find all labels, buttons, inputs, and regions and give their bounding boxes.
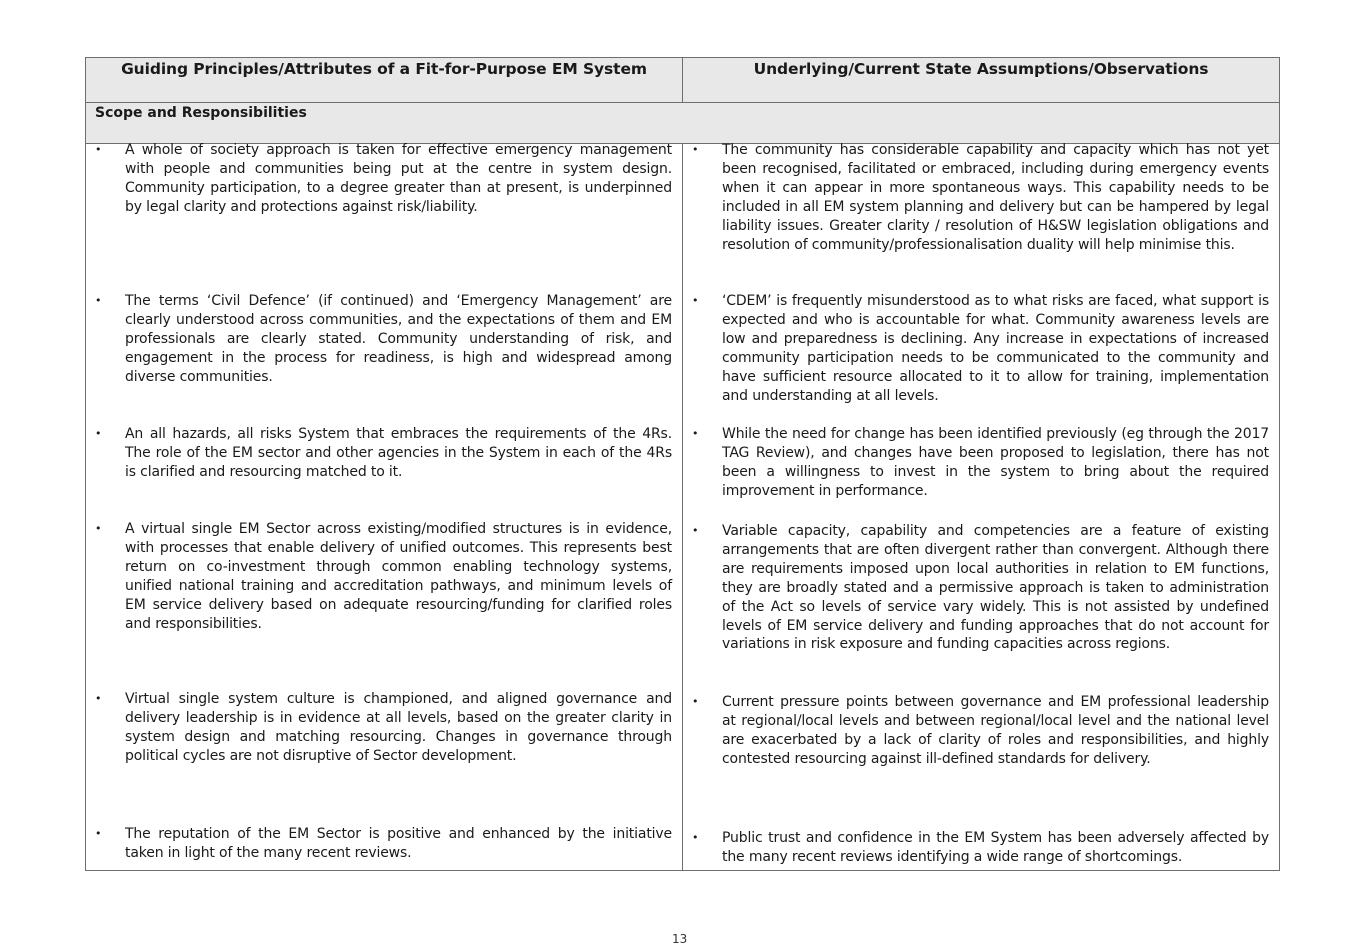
bullet-icon: • (95, 143, 102, 156)
left-bullet-text: Virtual single system culture is championed, and aligned governance and delivery leadership is in evidence at all levels, based on the greater clarity in system design and matching resourcing. Changes in governance through political cycles are not disruptive of Sector development. (125, 691, 672, 764)
bullet-icon: • (692, 831, 699, 844)
right-bullet-text: ‘CDEM’ is frequently misunderstood as to what risks are faced, what support is expected and who is accountable for what. Community awareness levels are low and preparedness is declining. Any increase in expectations of increased community participation needs to be communicated to the community and have sufficient resource allocated to it to allow for training, implementation and understanding at all levels. (722, 293, 1269, 404)
right-bullet-1 (692, 141, 1269, 254)
header-left: Guiding Principles/Attributes of a Fit-for-Purpose EM System (86, 58, 683, 103)
bullet-icon: • (95, 692, 102, 705)
left-bullet-5 (95, 690, 672, 766)
bullet-icon: • (692, 427, 699, 440)
left-bullet-text: A virtual single EM Sector across existing/modified structures is in evidence, with processes that enable delivery of unified outcomes. This represents best return on co-investment through common enabling technology systems, unified national training and accreditation pathways, and minimum levels of EM service delivery based on adequate resourcing/funding for clarified roles and responsibilities. (125, 521, 672, 632)
bullet-icon: • (692, 524, 699, 537)
right-bullet-text: While the need for change has been identified previously (eg through the 2017 TAG Review), and changes have been proposed to legislation, there has not been a willingness to invest in the system to bring about the required improvement in performance. (722, 426, 1269, 499)
left-bullet-text: The reputation of the EM Sector is positive and enhanced by the initiative taken in light of the many recent reviews. (125, 826, 672, 861)
bullet-icon: • (692, 143, 699, 156)
right-bullet-text: The community has considerable capability and capacity which has not yet been recognised, facilitated or embraced, including during emergency events when it can appear in more spontaneous ways. This capability needs to be included in all EM system planning and delivery but can be hampered by legal liability issues. Greater clarity / resolution of H&SW legislation obligations and resolution of community/professionalisation duality will help minimise this. (722, 142, 1269, 253)
bullet-icon: • (95, 427, 102, 440)
bullet-icon: • (692, 695, 699, 708)
right-bullet-6 (692, 829, 1269, 867)
left-bullet-2 (95, 292, 672, 387)
header-right: Underlying/Current State Assumptions/Observations (683, 58, 1280, 103)
bullet-icon: • (95, 294, 102, 307)
right-bullet-text: Current pressure points between governance and EM professional leadership at regional/local levels and between regional/local level and the national level are exacerbated by a lack of clarity of roles and responsibilities, and highly contested resourcing against ill-defined standards for delivery. (722, 694, 1269, 767)
right-bullet-4 (692, 522, 1269, 654)
left-bullet-text: The terms ‘Civil Defence’ (if continued) and ‘Emergency Management’ are clearly understood across communities, and the expectations of them and EM professionals are clearly stated. Community understanding of risk, and engagement in the process for readiness, is high and widespread among diverse communities. (125, 293, 672, 385)
right-bullet-2 (692, 292, 1269, 405)
left-bullet-6 (95, 825, 672, 863)
right-bullet-text: Variable capacity, capability and competencies are a feature of existing arrangements that are often divergent rather than convergent. Although there are requirements imposed upon local authorities in relation to EM functions, they are broadly stated and a permissive approach is taken to administration of the Act so levels of service vary widely. This is not assisted by undefined levels of EM service delivery and funding approaches that do not account for variations in risk exposure and funding capacities across regions. (722, 523, 1269, 653)
page-number: 13 (672, 932, 688, 946)
left-bullet-1 (95, 141, 672, 217)
left-bullet-3 (95, 425, 672, 482)
section-row (86, 103, 1280, 144)
right-bullet-3 (692, 425, 1269, 501)
left-bullet-text: A whole of society approach is taken for effective emergency management with people and communities being put at the centre in system design. Community participation, to a degree greater than at present, is underpinned by legal clarity and protections against risk/liability. (125, 142, 672, 215)
section-title: Scope and Responsibilities (86, 103, 1280, 144)
left-bullet-text: An all hazards, all risks System that embraces the requirements of the 4Rs. The role of the EM sector and other agencies in the System in each of the 4Rs is clarified and resourcing matched to it. (125, 426, 672, 480)
right-bullet-5 (692, 693, 1269, 769)
table-header-row (86, 58, 1280, 103)
bullet-icon: • (95, 827, 102, 840)
bullet-icon: • (95, 522, 102, 535)
left-bullet-4 (95, 520, 672, 633)
right-bullet-text: Public trust and confidence in the EM System has been adversely affected by the many recent reviews identifying a wide range of shortcomings. (722, 830, 1269, 865)
bullet-icon: • (692, 294, 699, 307)
